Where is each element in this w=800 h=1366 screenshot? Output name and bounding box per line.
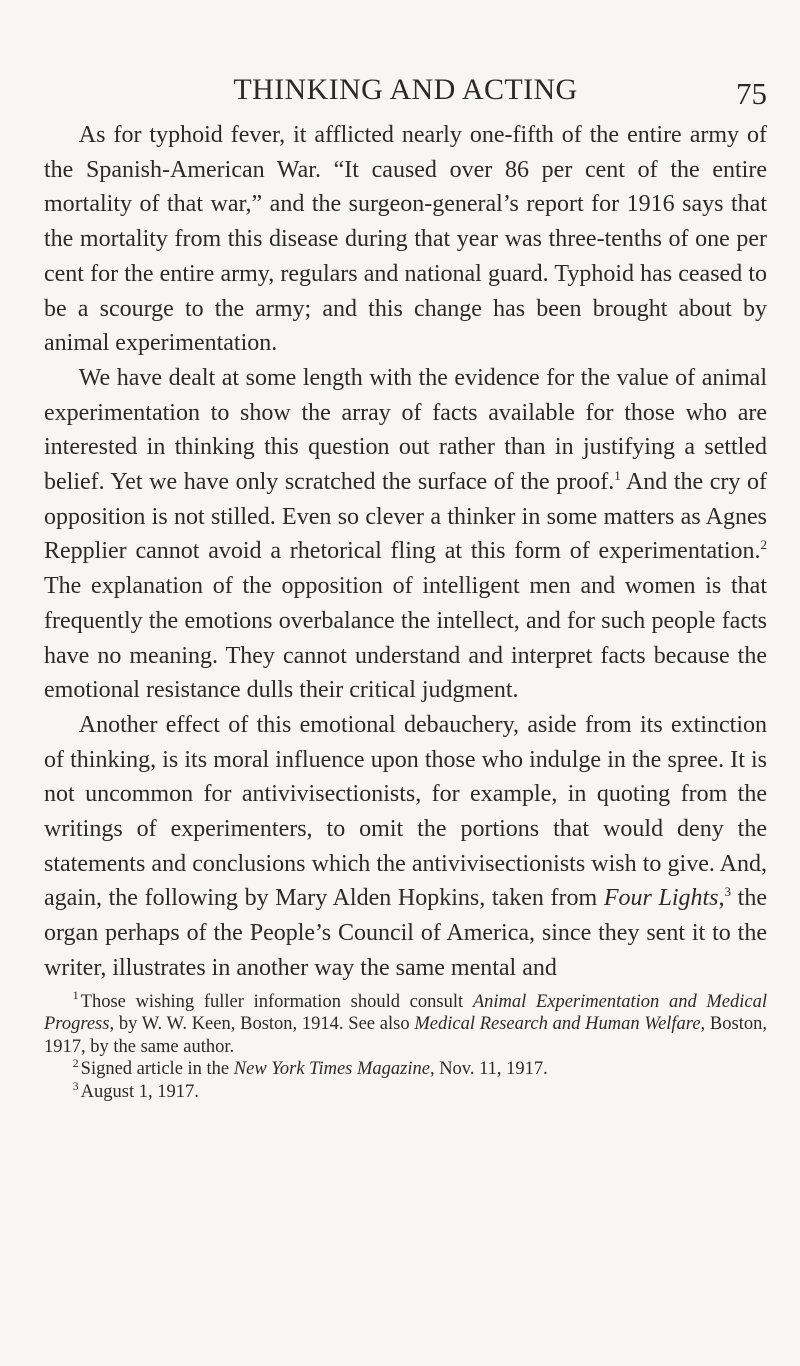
book-page (44, 70, 767, 1104)
footnote-marker: 2 (72, 1056, 79, 1071)
footnote-text: , Nov. 11, 1917. (429, 1059, 548, 1080)
paragraph-text: And the cry of opposition is not stilled. Even so clever a thinker in some matters as Agnes Repplier cannot avoid a rhetorical fling at this form of experimentation. (44, 469, 767, 565)
italic-title: Four Lights (603, 885, 719, 912)
footnote-marker: 1 (72, 988, 79, 1003)
page-header (44, 70, 767, 110)
body-text (44, 118, 767, 986)
paragraph-text: the organ perhaps of the People’s Council of America, since they sent it to the writer, illustrates in another way the same mental and (44, 885, 767, 981)
paragraph-evidence (44, 361, 767, 708)
paragraph-text: The explanation of the opposition of intelligent men and women is that frequently the emotions overbalance the intellect, and for such people facts have no meaning. They cannot understand and interpret facts because the emotional resistance dulls their critical judgment. (44, 573, 767, 704)
footnote-ref-2: 2 (760, 537, 767, 553)
paragraph-typhoid: As for typhoid fever, it afflicted nearly one-fifth of the entire army of the Spanish-American War. “It caused over 86 per cent of the entire mortality of that war,” and the surgeon-general’s report for 1916 says that the mortality from this disease during that year was three-tenths of one per cent for the entire army, regulars and national guard. Typhoid has ceased to be a scourge to the army; and this change has been brought about by animal experimentation. (44, 122, 767, 357)
footnote-ref-3: 3 (724, 884, 732, 900)
page-number: 75 (736, 76, 767, 111)
footnote-1 (44, 988, 767, 1059)
footnote-2 (44, 1058, 767, 1081)
footnotes (44, 988, 767, 1104)
italic-title: Medical Research and Human Welfare (414, 1014, 701, 1035)
footnote-text: Those wishing fuller information should consult (80, 991, 473, 1012)
footnote-text: , Boston, 1917, by the same author. (44, 1014, 767, 1057)
footnote-marker: 3 (72, 1078, 79, 1093)
running-head: THINKING AND ACTING (233, 73, 578, 106)
footnote-ref-1: 1 (614, 468, 621, 484)
punctuation: , (718, 885, 725, 912)
footnote-text: , by W. W. Keen, Boston, 1914. See also (109, 1014, 415, 1035)
paragraph-text: Another effect of this emotional debauchery, aside from its extinction of thinking, is its moral influence upon those who indulge in the spree. It is not uncommon for antivivisectionists, for example, in quoting from the writings of experimenters, to omit the portions that would deny the statements and conclusions which the antivivisectionists wish to give. And, again, the following by Mary Alden Hopkins, taken from (44, 711, 767, 912)
paragraph-text: We have dealt at some length with the evidence for the value of animal experimentation to show the array of facts available for those who are interested in thinking this question out rather than in justifying a settled belief. Yet we have only scratched the surface of the proof. (44, 364, 767, 496)
italic-title: Animal Experimentation and Medical Progress (44, 991, 767, 1035)
footnote-text: August 1, 1917. (80, 1081, 199, 1102)
italic-title: New York Times Magazine (233, 1059, 430, 1080)
footnote-text: Signed article in the (80, 1059, 234, 1080)
footnote-3 (44, 1078, 767, 1104)
paragraph-debauchery (44, 708, 767, 986)
